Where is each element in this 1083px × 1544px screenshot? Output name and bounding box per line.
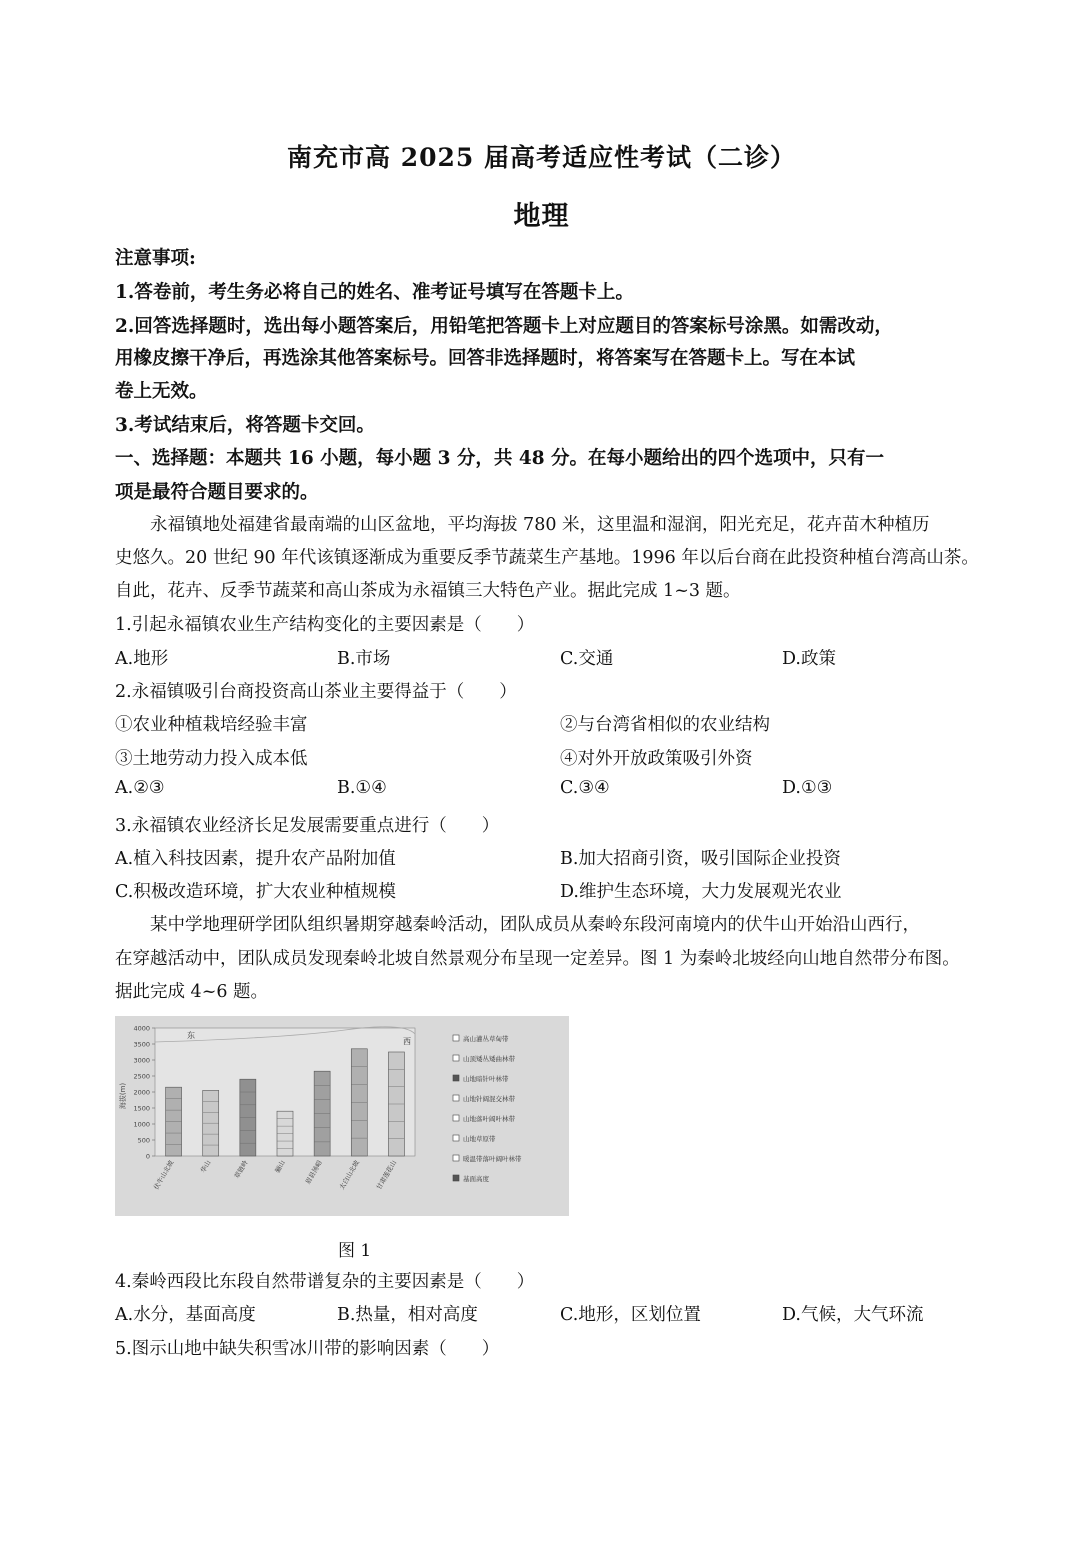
legend-label: 山地暗针叶林带 [463, 1075, 509, 1083]
category-label: 草链岭 [232, 1159, 250, 1180]
option-a[interactable]: A.植入科技因素，提升农产品附加值 [115, 849, 396, 869]
legend-label: 山地草原带 [463, 1135, 496, 1143]
legend-swatch [453, 1175, 459, 1181]
passage-line: 史悠久。20 世纪 90 年代该镇逐渐成为重要反季节蔬菜生产基地。1996 年以后台商在此投资种植台湾高山茶。 [115, 548, 979, 568]
passage-line: 据此完成 4~6 题。 [115, 982, 269, 1002]
statement-item: ②与台湾省相似的农业结构 [560, 715, 770, 735]
exam-title: 南充市高 2025 届高考适应性考试（二诊） [287, 143, 796, 172]
legend-label: 山顶矮丛矮曲林带 [463, 1055, 515, 1063]
legend-label: 山地针阔混交林带 [463, 1095, 515, 1103]
section-heading: 一、选择题：本题共 16 小题，每小题 3 分，共 48 分。在每小题给出的四个选项中，只有一 [115, 448, 885, 469]
category-label: 眉县汤峪 [303, 1159, 324, 1186]
legend-label: 山地落叶阔叶林带 [463, 1115, 515, 1123]
legend-swatch [453, 1095, 459, 1101]
y-tick-label: 2000 [133, 1088, 150, 1097]
category-label: 华山 [199, 1159, 213, 1175]
vegetation-zone-chart [115, 1016, 569, 1216]
legend-swatch [453, 1055, 459, 1061]
question-stem: 5.图示山地中缺失积雪冰川带的影响因素（ ） [115, 1339, 500, 1359]
figure-1-chart [115, 1016, 569, 1216]
option-c[interactable]: C.③④ [560, 778, 610, 798]
figure-caption: 图 1 [338, 1241, 372, 1261]
note-line: 1.答卷前，考生务必将自己的姓名、准考证号填写在答题卡上。 [115, 282, 634, 303]
statement-item: ①农业种植栽培经验丰富 [115, 715, 308, 735]
y-tick-label: 500 [137, 1136, 150, 1145]
category-label: 甘肃莲花山 [374, 1159, 399, 1192]
y-tick-label: 1000 [133, 1120, 150, 1129]
legend-swatch [453, 1155, 459, 1161]
legend-swatch [453, 1035, 459, 1041]
y-tick-label: 2500 [133, 1072, 150, 1081]
question-stem: 1.引起永福镇农业生产结构变化的主要因素是（ ） [115, 615, 535, 635]
option-c[interactable]: C.交通 [560, 649, 614, 669]
category-label: 太白山北坡 [337, 1159, 362, 1192]
option-b[interactable]: B.①④ [337, 778, 387, 798]
category-label: 伏牛山北坡 [152, 1159, 176, 1192]
note-line: 2.回答选择题时，选出每小题答案后，用铅笔把答题卡上对应题目的答案标号涂黑。如需改动， [115, 316, 893, 337]
passage-line: 自此，花卉、反季节蔬菜和高山茶成为永福镇三大特色产业。据此完成 1~3 题。 [115, 581, 741, 601]
option-c[interactable]: C.地形，区划位置 [560, 1305, 701, 1325]
statement-item: ④对外开放政策吸引外资 [560, 749, 753, 769]
statement-item: ③土地劳动力投入成本低 [115, 749, 308, 769]
note-line: 用橡皮擦干净后，再选涂其他答案标号。回答非选择题时，将答案写在答题卡上。写在本试 [115, 348, 856, 369]
passage-line: 某中学地理研学团队组织暑期穿越秦岭活动，团队成员从秦岭东段河南境内的伏牛山开始沿山西行， [150, 915, 920, 935]
subject-title: 地理 [513, 201, 570, 232]
category-label: 骊山 [273, 1159, 287, 1175]
question-stem: 4.秦岭西段比东段自然带谱复杂的主要因素是（ ） [115, 1272, 535, 1292]
legend-swatch [453, 1135, 459, 1141]
option-b[interactable]: B.加大招商引资，吸引国际企业投资 [560, 849, 841, 869]
option-d[interactable]: D.气候，大气环流 [782, 1305, 924, 1325]
legend-swatch [453, 1115, 459, 1121]
option-c[interactable]: C.积极改造环境，扩大农业种植规模 [115, 882, 396, 902]
option-a[interactable]: A.地形 [115, 649, 169, 669]
note-line: 3.考试结束后，将答题卡交回。 [115, 415, 375, 436]
legend-label: 基面高度 [463, 1175, 489, 1183]
legend-label: 高山灌丛草甸带 [463, 1035, 509, 1043]
y-axis-label: 海拔(m) [119, 1082, 127, 1110]
annotation-east: 东 [187, 1031, 195, 1040]
section-heading: 项是最符合题目要求的。 [115, 482, 319, 503]
option-d[interactable]: D.维护生态环境，大力发展观光农业 [560, 882, 842, 902]
option-a[interactable]: A.水分，基面高度 [115, 1305, 256, 1325]
passage-line: 在穿越活动中，团队成员发现秦岭北坡自然景观分布呈现一定差异。图 1 为秦岭北坡经向山地自然带分布图。 [115, 949, 960, 969]
legend-swatch [453, 1075, 459, 1081]
y-tick-label: 1500 [133, 1104, 150, 1113]
notes-heading: 注意事项: [115, 248, 196, 269]
y-tick-label: 3500 [133, 1040, 150, 1049]
option-a[interactable]: A.②③ [115, 778, 165, 798]
question-stem: 3.永福镇农业经济长足发展需要重点进行（ ） [115, 816, 500, 836]
question-stem: 2.永福镇吸引台商投资高山茶业主要得益于（ ） [115, 682, 517, 702]
y-tick-label: 0 [145, 1152, 150, 1161]
option-b[interactable]: B.热量，相对高度 [337, 1305, 478, 1325]
option-d[interactable]: D.政策 [782, 649, 836, 669]
option-b[interactable]: B.市场 [337, 649, 391, 669]
legend-label: 暖温带落叶阔叶林带 [463, 1155, 522, 1163]
y-tick-label: 3000 [133, 1056, 150, 1065]
option-d[interactable]: D.①③ [782, 778, 833, 798]
note-line: 卷上无效。 [115, 381, 208, 402]
passage-line: 永福镇地处福建省最南端的山区盆地，平均海拔 780 米，这里温和湿润，阳光充足，花卉苗木种植历 [150, 515, 930, 535]
y-tick-label: 4000 [133, 1024, 150, 1033]
annotation-west: 西 [403, 1037, 411, 1046]
